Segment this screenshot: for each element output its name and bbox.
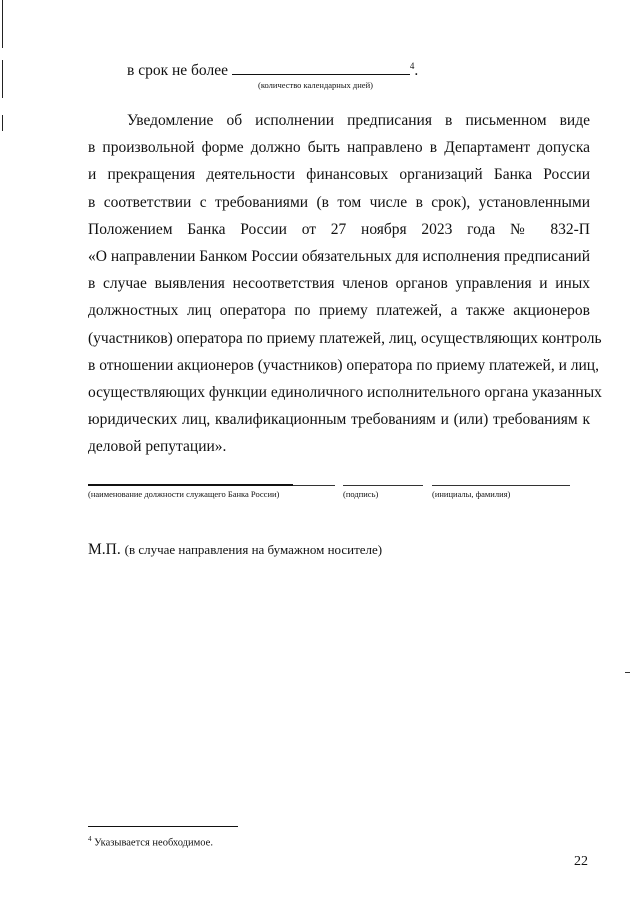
paragraph-line: (участников) оператора по приему платежей, лиц, осуществляющих контроль [88,329,602,347]
page-number: 22 [574,854,588,869]
position-caption: (наименование должности служащего Банка России) [88,489,280,499]
signature-caption: (подпись) [343,489,379,499]
position-signature-line [88,484,293,486]
footnote-number: 4 [88,835,92,843]
position-signature-line-extension [293,485,335,486]
stamp-note: (в случае направления на бумажном носителе) [124,542,383,557]
scan-artifact-mark [625,672,630,673]
scan-edge-line [2,0,3,48]
paragraph-line: в соответствии с требованиями (в том числе в срок), установленными [88,193,590,211]
paragraph-line: должностных лиц оператора по приему платежей, а также акционеров [88,302,590,320]
deadline-prefix: в срок не более [127,62,228,79]
paragraph-line: Уведомление об исполнении предписания в письменном виде [127,112,590,129]
paragraph-line: юридических лиц, квалификационным требованиям и (или) требованиям к [88,411,590,429]
scan-edge-line [2,115,3,131]
notification-paragraph [88,107,602,461]
footnote-text: Указывается необходимое. [94,837,213,849]
paragraph-line: «О направлении Банком России обязательных для исполнения предписаний [88,248,590,266]
deadline-line [127,60,418,80]
footnote-reference: 4 [409,60,415,71]
paragraph-line: осуществляющих функции единоличного исполнительного органа указанных [88,384,602,402]
signature-line [343,485,423,486]
name-caption: (инициалы, фамилия) [432,489,511,499]
stamp-line [88,541,382,559]
paragraph-line: в произвольной форме должно быть направлено в Департамент допуска [88,139,590,157]
scan-edge-line [2,60,3,98]
paragraph-line: деловой репутации». [88,438,227,456]
paragraph-line: в отношении акционеров (участников) оператора по приему платежей, и лиц, [88,356,599,374]
deadline-blank-field [232,60,410,75]
deadline-suffix: . [414,62,419,79]
paragraph-line: Положением Банка России от 27 ноября 2023 года № 832-П [88,220,590,238]
stamp-label: М.П. [88,541,121,558]
name-signature-line [432,485,570,486]
paragraph-line: в случае выявления несоответствия членов органов управления и иных [88,275,590,293]
footnote-separator [88,826,238,827]
deadline-caption: (количество календарных дней) [258,80,373,90]
footnote [88,835,213,849]
paragraph-line: и прекращения деятельности финансовых организаций Банка России [88,166,590,184]
